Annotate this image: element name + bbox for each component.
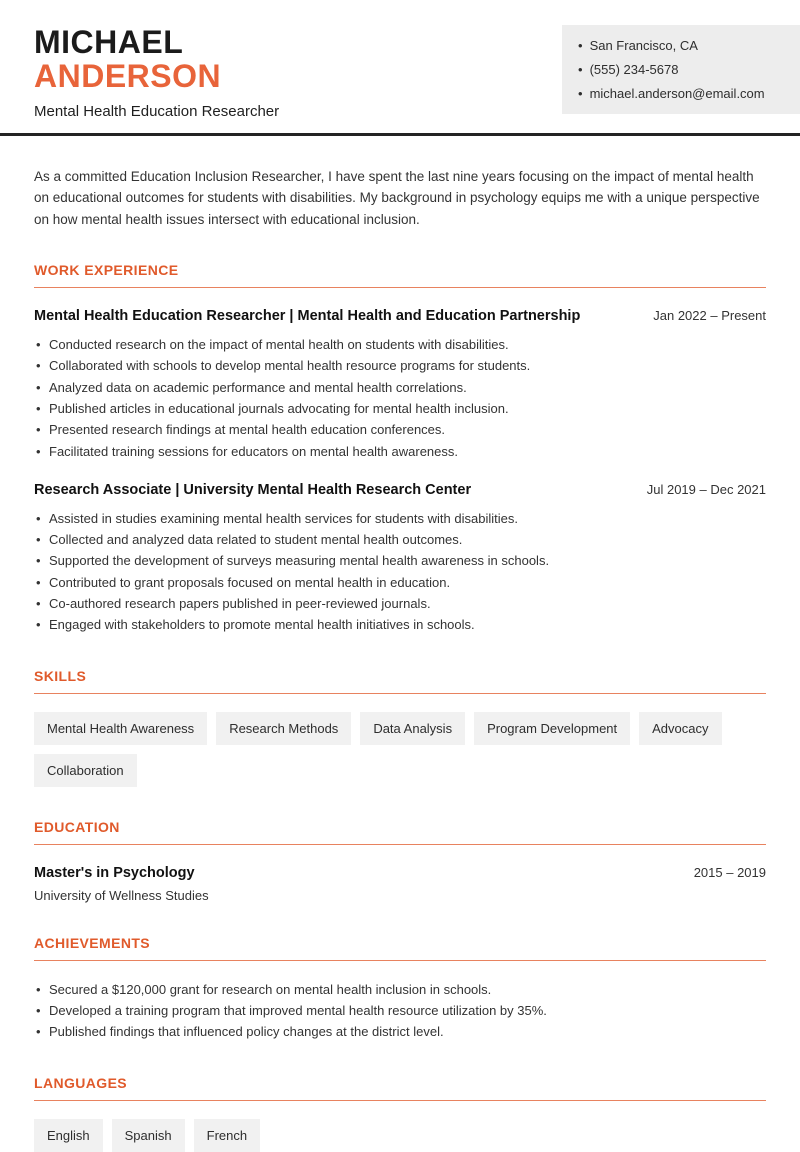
job-bullet-list [34,334,766,462]
resume-content [0,166,800,1152]
section-rule [34,287,766,288]
section-languages [34,1075,766,1152]
header-divider [0,133,800,136]
job-title: Research Associate | University Mental Health Research Center [34,481,472,498]
last-name: ANDERSON [34,57,222,94]
skill-tag: Advocacy [639,712,721,745]
job-bullet: • Analyzed data on academic performance and mental health correlations. [34,377,766,398]
first-name: MICHAEL [34,24,184,60]
achievements-list [34,979,766,1043]
job-bullet: • Assisted in studies examining mental health services for students with disabilities. [34,508,766,529]
language-tag: French [194,1119,260,1152]
section-heading-languages: LANGUAGES [34,1074,128,1091]
job-entry [34,308,766,462]
job-bullet: • Engaged with stakeholders to promote mental health initiatives in schools. [34,614,766,635]
education-school: University of Wellness Studies [34,887,209,903]
page-title: Mental Health Education Researcher [34,103,280,121]
contact-phone [578,62,784,77]
education-degree: Master's in Psychology [34,864,195,881]
section-heading-work: WORK EXPERIENCE [34,261,179,278]
achievement-bullet: • Developed a training program that improved mental health resource utilization by 35%. [34,1000,766,1021]
job-entry [34,482,766,636]
section-heading-education: EDUCATION [34,818,120,835]
section-rule [34,693,766,694]
section-skills [34,668,766,787]
section-education [34,819,766,903]
job-bullet: • Conducted research on the impact of mental health on students with disabilities. [34,334,766,355]
job-bullet: • Presented research findings at mental health education conferences. [34,419,766,440]
job-header [34,482,766,498]
section-rule [34,960,766,961]
skill-tag: Data Analysis [360,712,465,745]
job-bullet-list [34,508,766,636]
job-header [34,308,766,324]
section-heading-achievements: ACHIEVEMENTS [34,934,151,951]
achievement-bullet: • Published findings that influenced policy changes at the district level. [34,1021,766,1042]
section-rule [34,844,766,845]
languages-tag-list [34,1119,766,1152]
job-bullet: • Facilitated training sessions for educators on mental health awareness. [34,441,766,462]
summary-paragraph: As a committed Education Inclusion Researcher, I have spent the last nine years focusing on the impact of mental health on educational outcomes for students with disabilities. My background in psychology equips me with a unique perspective on how mental health issues intersect with educational inclusion. [34,169,760,227]
contact-phone-text: (555) 234-5678 [589,62,679,77]
achievement-bullet: • Secured a $120,000 grant for research on mental health inclusion in schools. [34,979,766,1000]
language-tag: English [34,1119,103,1152]
bullet-icon: • [578,62,583,77]
contact-location [578,38,784,53]
section-rule [34,1100,766,1101]
job-bullet: • Collected and analyzed data related to student mental health outcomes. [34,529,766,550]
skills-tag-list [34,712,766,787]
section-work-experience [34,262,766,636]
education-entry [34,865,766,903]
education-header [34,865,766,881]
skill-tag: Research Methods [216,712,351,745]
bullet-icon: • [578,86,583,101]
skill-tag: Program Development [474,712,630,745]
contact-card [562,25,800,114]
job-dates: Jan 2022 – Present [653,307,766,323]
contact-email-text: michael.anderson@email.com [589,86,765,101]
job-bullet: • Supported the development of surveys measuring mental health awareness in schools. [34,550,766,571]
job-dates: Jul 2019 – Dec 2021 [646,481,766,497]
section-achievements [34,935,766,1043]
job-bullet: • Co-authored research papers published in peer-reviewed journals. [34,593,766,614]
contact-location-text: San Francisco, CA [589,38,698,53]
section-heading-skills: SKILLS [34,667,87,684]
header [0,0,800,133]
skill-tag: Mental Health Awareness [34,712,207,745]
skill-tag: Collaboration [34,754,137,787]
language-tag: Spanish [112,1119,185,1152]
job-title: Mental Health Education Researcher | Mental Health and Education Partnership [34,307,581,324]
education-dates: 2015 – 2019 [693,864,766,880]
job-bullet: • Contributed to grant proposals focused on mental health in education. [34,572,766,593]
job-bullet: • Published articles in educational journals advocating for mental health inclusion. [34,398,766,419]
contact-email [578,86,784,101]
bullet-icon: • [578,38,583,53]
job-bullet: • Collaborated with schools to develop mental health resource programs for students. [34,355,766,376]
